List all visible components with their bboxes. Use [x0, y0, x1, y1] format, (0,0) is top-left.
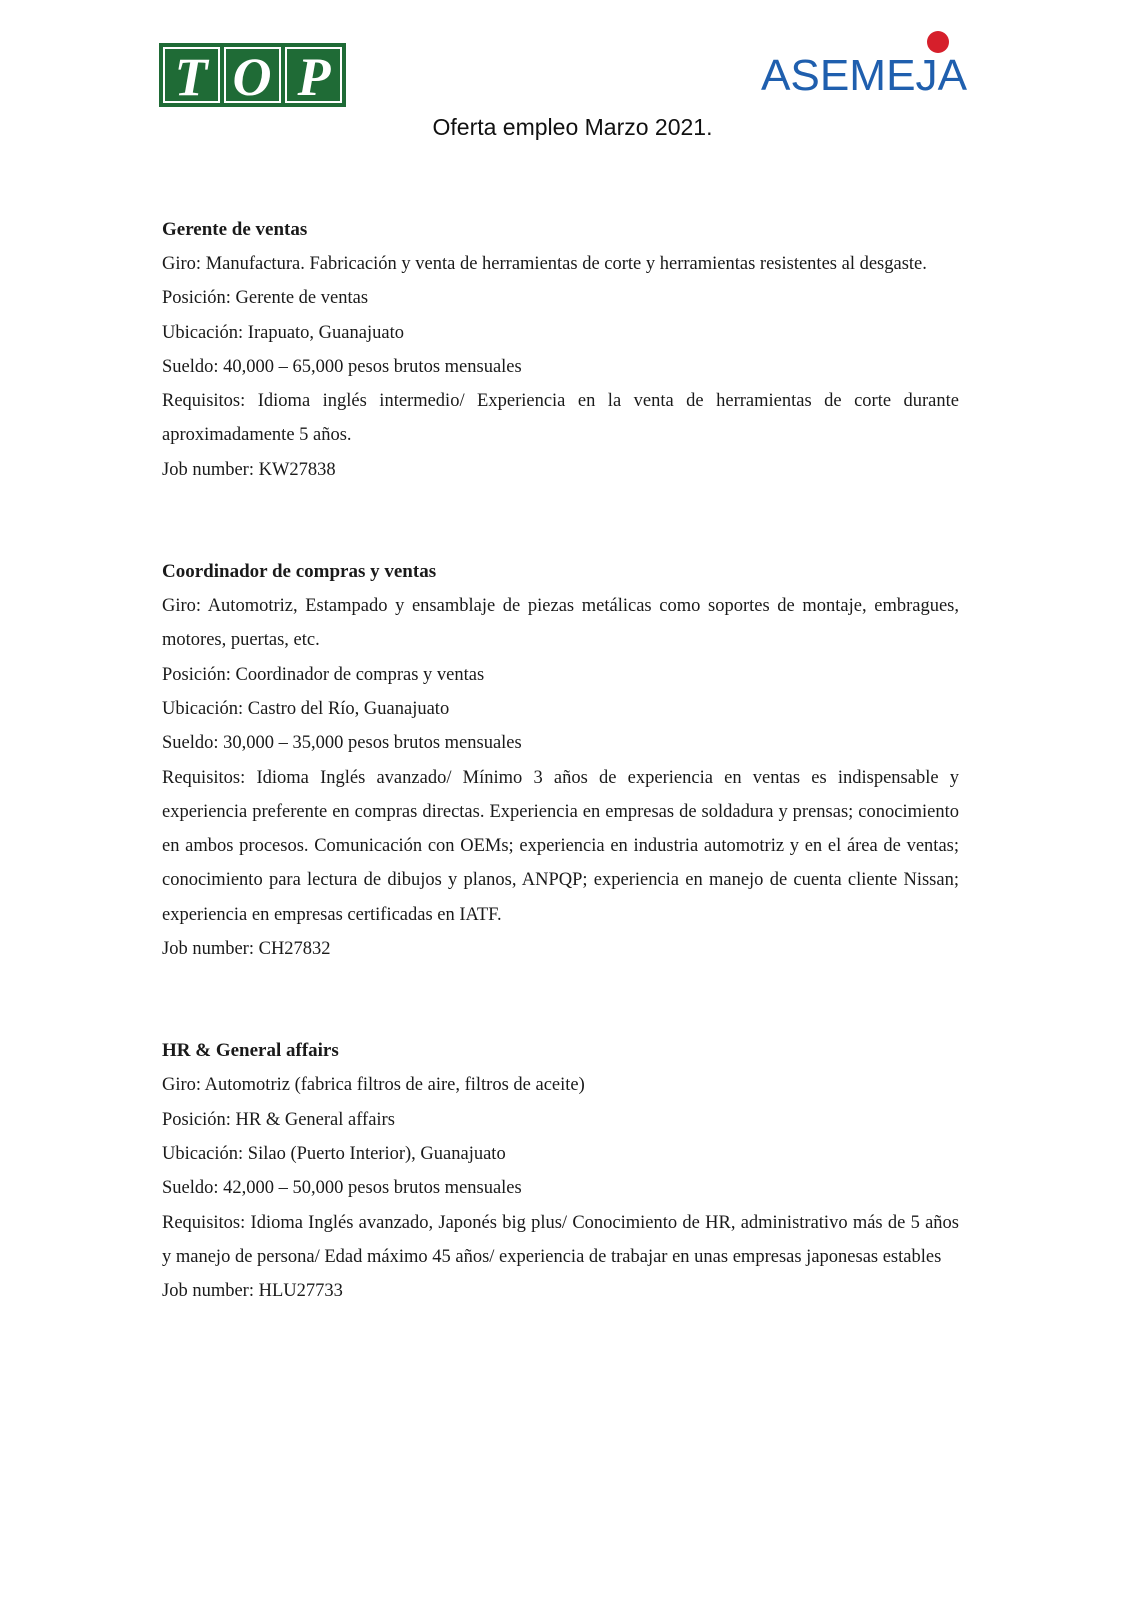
job-posting — [162, 213, 959, 487]
requisitos-value: Idioma Inglés avanzado/ Mínimo 3 años de experiencia en ventas es indispensable y experiencia preferente en compras directas. Experiencia en empresas de soldadura y prensas; conocimiento en ambos procesos. Comunicación con OEMs; experiencia en industria automotriz y en el área de ventas; conocimiento para lectura de dibujos y planos, ANPQP; experiencia en manejo de cuenta cliente Nissan; experiencia en empresas certificadas en IATF. — [162, 767, 960, 925]
job-number — [162, 453, 959, 487]
requisitos-value: Idioma Inglés avanzado, Japonés big plus/ Conocimiento de HR, administrativo más de 5 años y manejo de persona/ Edad máximo 45 años/ experiencia de trabajar en unas empresas japonesas estables — [162, 1212, 959, 1267]
requisitos-label: Requisitos: — [162, 391, 246, 412]
posicion-value: Coordinador de compras y ventas — [235, 664, 485, 685]
job-number-value: CH27832 — [258, 939, 331, 960]
sueldo-value: 40,000 – 65,000 pesos brutos mensuales — [223, 356, 522, 377]
job-giro — [162, 589, 959, 658]
giro-value: Manufactura. Fabricación y venta de herramientas de corte y herramientas resistentes al desgaste. — [205, 254, 927, 274]
posicion-label: Posición: — [162, 288, 231, 309]
job-posicion — [162, 281, 959, 315]
sueldo-label: Sueldo: — [162, 1178, 219, 1199]
giro-value: Automotriz, Estampado y ensamblaje de piezas metálicas como soportes de montaje, embragues, motores, puertas, etc. — [162, 596, 959, 651]
asemeja-logo-text: ASEMEJA — [761, 51, 968, 100]
posicion-label: Posición: — [162, 664, 231, 685]
sueldo-value: 30,000 – 35,000 pesos brutos mensuales — [223, 733, 522, 754]
requisitos-label: Requisitos: — [162, 1212, 246, 1233]
job-requisitos — [162, 384, 959, 453]
giro-label: Giro: — [162, 254, 202, 274]
job-list — [162, 213, 959, 1308]
asemeja-logo — [760, 28, 970, 110]
requisitos-label: Requisitos: — [162, 767, 246, 788]
job-title: Gerente de ventas — [162, 219, 308, 240]
sueldo-label: Sueldo: — [162, 733, 219, 754]
job-requisitos — [162, 1206, 959, 1275]
job-title: HR & General affairs — [162, 1040, 339, 1062]
sueldo-value: 42,000 – 50,000 pesos brutos mensuales — [223, 1178, 522, 1199]
top-logo-letter-p: P — [297, 47, 331, 107]
requisitos-value: Idioma inglés intermedio/ Experiencia en la venta de herramientas de corte durante aproximadamente 5 años. — [162, 391, 959, 446]
job-number-label: Job number: — [162, 1281, 254, 1302]
job-requisitos — [162, 761, 959, 932]
job-giro — [162, 247, 959, 281]
job-number — [162, 932, 959, 966]
job-number — [162, 1274, 959, 1308]
ubicacion-value: Irapuato, Guanajuato — [247, 322, 404, 343]
top-logo-letter-t: T — [174, 47, 208, 107]
ubicacion-value: Silao (Puerto Interior), Guanajuato — [247, 1143, 506, 1164]
job-ubicacion — [162, 316, 959, 350]
job-number-value: KW27838 — [258, 459, 336, 480]
page-title: Oferta empleo Marzo 2021. — [432, 114, 713, 140]
job-giro — [162, 1068, 959, 1102]
job-posting — [162, 1034, 959, 1308]
posicion-value: HR & General affairs — [235, 1109, 395, 1130]
job-posicion — [162, 1103, 959, 1137]
job-posicion — [162, 658, 959, 692]
job-ubicacion — [162, 1137, 959, 1171]
job-ubicacion — [162, 692, 959, 726]
giro-label: Giro: — [162, 596, 202, 617]
job-number-label: Job number: — [162, 939, 254, 960]
posicion-label: Posición: — [162, 1109, 231, 1130]
job-posting — [162, 555, 959, 966]
sueldo-label: Sueldo: — [162, 356, 219, 377]
ubicacion-label: Ubicación: — [162, 698, 244, 719]
ubicacion-label: Ubicación: — [162, 1143, 244, 1164]
job-sueldo — [162, 1171, 959, 1205]
job-sueldo — [162, 726, 959, 760]
job-number-value: HLU27733 — [258, 1281, 343, 1302]
top-logo — [159, 43, 346, 107]
job-title: Coordinador de compras y ventas — [162, 561, 437, 583]
job-sueldo — [162, 350, 959, 384]
giro-value: Automotriz (fabrica filtros de aire, filtros de aceite) — [204, 1075, 585, 1096]
top-logo-letter-o: O — [232, 47, 272, 107]
ubicacion-value: Castro del Río, Guanajuato — [247, 698, 450, 719]
ubicacion-label: Ubicación: — [162, 322, 244, 343]
asemeja-logo-red-dot — [927, 31, 949, 53]
job-number-label: Job number: — [162, 459, 254, 480]
posicion-value: Gerente de ventas — [235, 288, 369, 309]
giro-label: Giro: — [162, 1075, 202, 1096]
